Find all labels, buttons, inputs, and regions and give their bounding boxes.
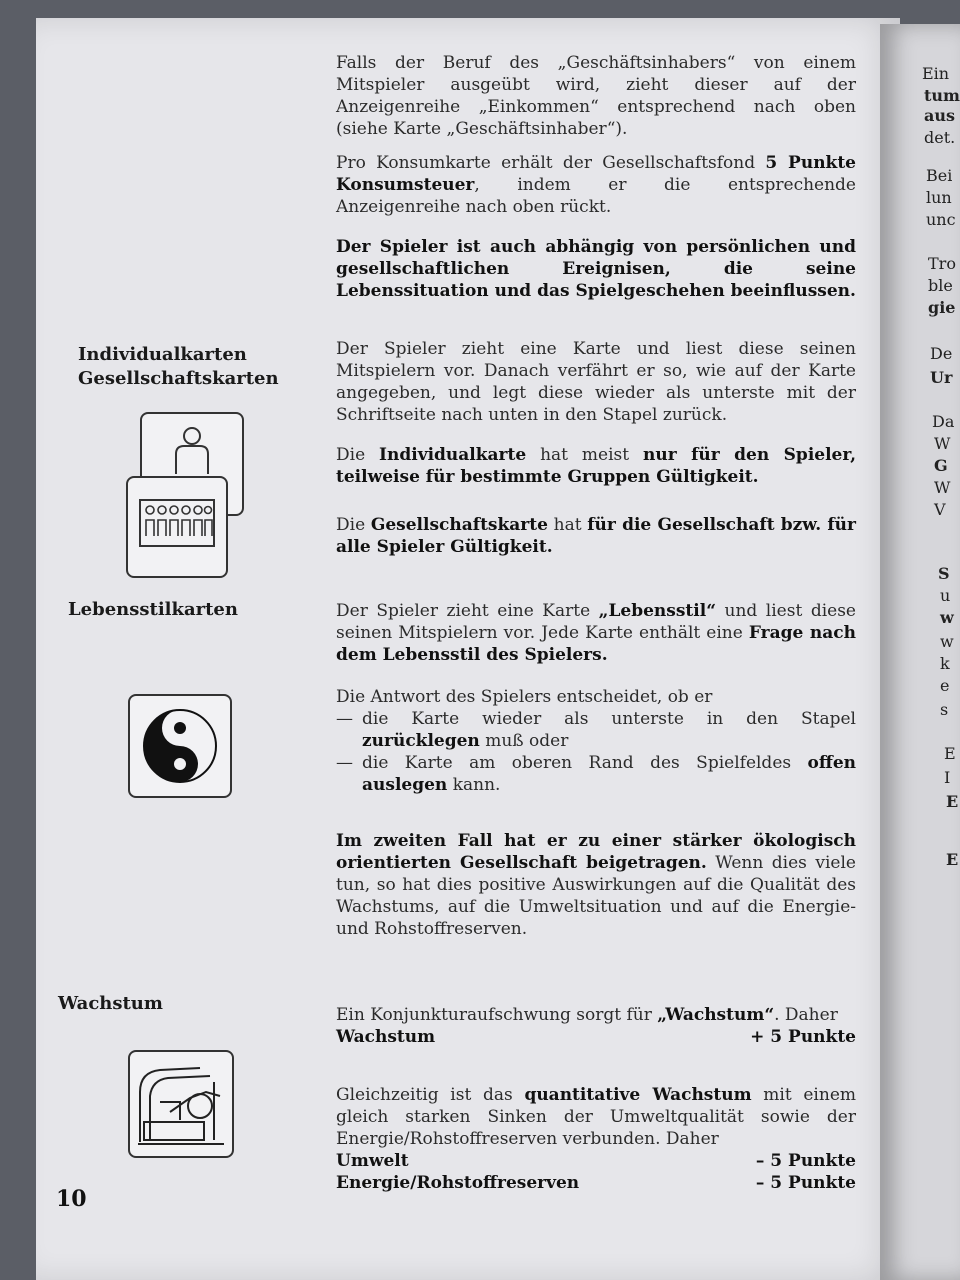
next-page-fragment: E	[946, 792, 959, 811]
paragraph-ecological-society: Im zweiten Fall hat er zu einer stärker ökologisch orientierten Gesellschaft beigetragen. Wenn dies viele tun, so hat dies positive Auswirkungen auf die Qualität des Wachstums, auf die Umweltsituation und auf die Energie- und Rohstoffreserven.	[336, 831, 856, 939]
paragraph-quantitative-growth: Gleichzeitig ist das quantitative Wachstum mit einem gleich starken Sinken der Umweltqualität sowie der Energie/Rohstoffreserven verbunden. Daher Umwelt – 5 Punkte Energie/Rohstoffreserven – 5 Punkte	[336, 1085, 856, 1193]
society-card-icon	[126, 476, 228, 578]
yin-yang-icon	[128, 694, 232, 798]
paragraph-business-owner: Falls der Beruf des „Geschäftsinhabers“ von einem Mitspieler ausgeübt wird, zieht dieser auf der Anzeigenreihe „Einkommen“ entsprechend nach oben (siehe Karte „Geschäftsinhaber“).	[336, 53, 856, 139]
next-page-fragment: Bei	[926, 166, 953, 185]
next-page-fragment: aus	[924, 106, 956, 125]
next-page-fragment: u	[940, 586, 951, 605]
next-page-edge	[880, 24, 960, 1280]
next-page-fragment: e	[940, 676, 950, 695]
next-page-fragment: unc	[926, 210, 956, 229]
growth-icon	[128, 1050, 234, 1158]
paragraph-growth: Ein Konjunkturaufschwung sorgt für „Wachstum“. Daher Wachstum + 5 Punkte	[336, 1005, 856, 1047]
next-page-fragment: W	[934, 478, 951, 497]
next-page-fragment: De	[930, 344, 953, 363]
next-page-fragment: E	[946, 850, 959, 869]
paragraph-answer-options: Die Antwort des Spielers entscheidet, ob er — die Karte wieder als unterste in den Stapel zurücklegen muß oder — die Karte am oberen Rand des Spielfeldes offen auslegen kann.	[336, 686, 856, 796]
next-page-fragment: s	[940, 700, 949, 719]
paragraph-consumption-tax: Pro Konsumkarte erhält der Gesellschaftsfond 5 Punkte Konsumsteuer, indem er die entsprechende Anzeigenreihe nach oben rückt.	[336, 153, 856, 217]
next-page-fragment: Tro	[928, 254, 956, 273]
next-page-fragment: w	[940, 632, 954, 651]
paragraph-draw-card: Der Spieler zieht eine Karte und liest diese seinen Mitspielern vor. Danach verfährt er so, wie auf der Karte angegeben, und legt diese wieder als unterste mit der Schriftseite nach unten in den Stapel zurück.	[336, 339, 856, 425]
page-number: 10	[56, 1186, 87, 1212]
next-page-fragment: G	[934, 456, 948, 475]
next-page-fragment: V	[934, 500, 946, 519]
next-page-fragment: E	[944, 744, 956, 763]
score-row-wachstum: Wachstum + 5 Punkte	[336, 1027, 856, 1047]
next-page-fragment: gie	[928, 298, 956, 317]
next-page-fragment: k	[940, 654, 950, 673]
label-individualkarten: Individualkarten	[78, 344, 247, 365]
label-gesellschaftskarten: Gesellschaftskarten	[78, 368, 279, 389]
label-wachstum: Wachstum	[58, 993, 163, 1014]
next-page-fragment: tum	[924, 86, 960, 105]
next-page-fragment: det.	[924, 128, 956, 147]
paragraph-individual-card: Die Individualkarte hat meist nur für den Spieler, teilweise für bestimmte Gruppen Gültigkeit.	[336, 445, 857, 487]
next-page-fragment: ble	[928, 276, 953, 295]
score-row-energie: Energie/Rohstoffreserven – 5 Punkte	[336, 1173, 856, 1193]
score-row-umwelt: Umwelt – 5 Punkte	[336, 1151, 856, 1171]
next-page-fragment: Ein	[922, 64, 950, 83]
next-page-fragment: S	[938, 564, 950, 583]
next-page-fragment: I	[944, 768, 951, 787]
next-page-fragment: W	[934, 434, 951, 453]
paragraph-lifestyle-card: Der Spieler zieht eine Karte „Lebensstil“ und liest diese seinen Mitspielern vor. Jede Karte enthält eine Frage nach dem Lebensstil des Spielers.	[336, 601, 857, 665]
list-item: — die Karte wieder als unterste in den Stapel zurücklegen muß oder	[336, 708, 856, 752]
list-item: — die Karte am oberen Rand des Spielfeldes offen auslegen kann.	[336, 752, 856, 796]
next-page-fragment: w	[940, 608, 954, 627]
label-lebensstilkarten: Lebensstilkarten	[68, 599, 238, 620]
next-page-fragment: Da	[932, 412, 955, 431]
paragraph-society-card: Die Gesellschaftskarte hat für die Gesellschaft bzw. für alle Spieler Gültigkeit.	[336, 515, 856, 557]
next-page-fragment: lun	[926, 188, 952, 207]
next-page-fragment: Ur	[930, 368, 953, 387]
paragraph-player-dependency: Der Spieler ist auch abhängig von persönlichen und gesellschaftlichen Ereignisen, die seine Lebenssituation und das Spielgeschehen beeinflussen.	[336, 237, 856, 301]
